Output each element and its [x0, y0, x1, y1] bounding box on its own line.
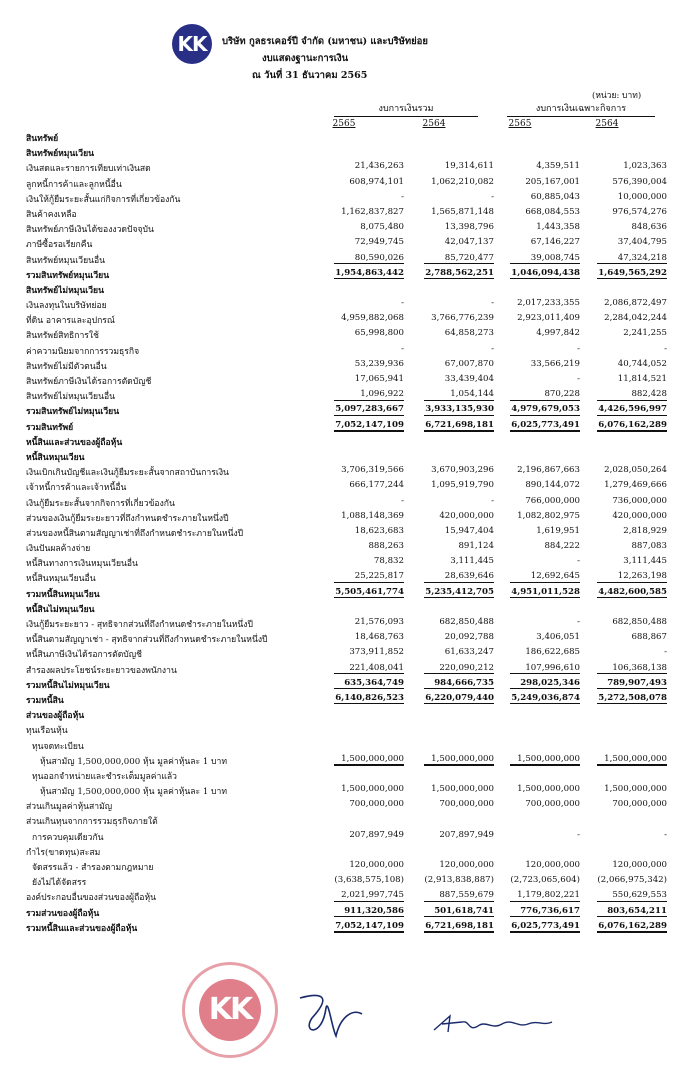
row-label: หนี้สินทางการเงินหมุนเวียนอื่น [26, 559, 138, 570]
row-label: สินทรัพย์ภาษีเงินได้รอการตัดบัญชี [26, 377, 152, 387]
row-value: 870,228 [510, 389, 580, 401]
row-label: หนี้สินไม่หมุนเวียน [26, 604, 95, 615]
table-row [26, 570, 667, 585]
table-row [26, 631, 667, 646]
row-value: 4,482,600,585 [598, 586, 667, 597]
row-value: - [401, 495, 404, 506]
table-row [26, 145, 656, 160]
row-label: เงินเบิกเกินบัญชีและเงินกู้ยืมระยะสั้นจากสถาบันการเงิน [26, 468, 229, 479]
row-label: เงินสดและรายการเทียบเท่าเงินสด [26, 164, 151, 175]
row-value: 1,500,000,000 [334, 754, 404, 767]
row-value: 2,241,255 [623, 328, 667, 339]
row-value: 1,500,000,000 [517, 784, 580, 795]
row-value: 608,974,101 [349, 176, 404, 187]
table-row [26, 783, 667, 798]
row-label: เงินให้กู้ยืมระยะสั้นแก่กิจการที่เกี่ยวข้องกัน [26, 194, 181, 205]
row-value: 1,565,871,148 [431, 206, 494, 217]
row-value: 1,023,363 [623, 161, 667, 172]
row-value: 1,162,837,827 [341, 206, 404, 217]
row-label: สินทรัพย์หมุนเวียนอื่น [26, 255, 106, 266]
row-value: 2,284,042,244 [604, 313, 667, 324]
row-value: 47,324,218 [597, 253, 667, 265]
seal-mark: KK [199, 979, 261, 1041]
row-value: 5,272,508,078 [598, 692, 667, 703]
table-row [26, 601, 656, 616]
row-label: หุ้นสามัญ 1,500,000,000 หุ้น มูลค่าหุ้นละ 1 บาท [40, 756, 228, 767]
row-value: 207,897,949 [349, 829, 404, 840]
year-header: 2565 [332, 119, 356, 129]
row-value: 7,052,147,109 [334, 921, 404, 934]
row-value: 1,443,358 [536, 222, 580, 233]
row-value: 6,721,698,181 [424, 420, 494, 433]
consolidated-header: งบการเงินรวม [334, 101, 478, 117]
signature-2 [428, 1008, 558, 1040]
company-name: บริษัท กูลธรเคอร์ปี จำกัด (มหาชน) และบริษัทย่อย [222, 36, 428, 47]
row-label: ทุนเรือนหุ้น [26, 726, 68, 737]
row-value: 803,654,211 [597, 906, 667, 918]
table-row [26, 236, 667, 251]
row-value: 5,097,283,667 [335, 404, 404, 415]
row-value: 67,007,870 [444, 358, 494, 369]
row-value: - [577, 343, 580, 354]
row-label: สินทรัพย์ [26, 134, 59, 144]
row-value: 37,404,795 [617, 237, 667, 248]
row-value: (2,723,065,604) [510, 875, 580, 886]
row-value: 887,083 [631, 541, 667, 552]
row-value: 4,359,511 [536, 161, 580, 172]
row-value: 550,629,553 [597, 890, 667, 902]
row-label: รวมสินทรัพย์ [26, 422, 74, 433]
table-row [26, 798, 667, 813]
row-value: 20,092,788 [444, 632, 494, 643]
year-header: 2565 [508, 119, 532, 129]
table-row [26, 646, 667, 661]
row-label: เจ้าหนี้การค้าและเจ้าหนี้อื่น [26, 483, 127, 494]
row-value: 666,177,244 [349, 480, 404, 491]
row-label: รวมหนี้สิน [26, 695, 64, 706]
row-value: 848,636 [631, 222, 667, 233]
row-value: 78,832 [373, 556, 404, 567]
row-value: 120,000,000 [439, 860, 494, 870]
row-label: ส่วนของหนี้สินตามสัญญาเช่าที่ถึงกำหนดชำระภายในหนึ่งปี [26, 528, 244, 539]
table-row [26, 403, 667, 418]
row-label: ทุนจดทะเบียน [32, 741, 84, 752]
row-label: เงินลงทุนในบริษัทย่อย [26, 301, 107, 312]
row-label: ส่วนของเงินกู้ยืมระยะยาวที่ถึงกำหนดชำระภายในหนึ่งปี [26, 513, 229, 524]
row-label: หนี้สินและส่วนของผู้ถือหุ้น [26, 437, 123, 448]
table-row [26, 813, 656, 828]
row-value: 3,670,903,296 [431, 465, 494, 476]
row-value: 1,279,469,666 [604, 480, 667, 491]
row-value: 13,398,796 [444, 222, 494, 233]
row-value: 1,500,000,000 [597, 754, 667, 767]
row-value: 11,814,521 [617, 374, 667, 384]
table-row [26, 282, 656, 297]
row-value: - [664, 343, 667, 354]
table-row [26, 479, 667, 494]
table-row [26, 859, 667, 874]
row-value: 420,000,000 [612, 510, 667, 521]
table-row [26, 312, 667, 327]
row-label: รวมสินทรัพย์ไม่หมุนเวียน [26, 407, 120, 418]
row-label: สำรองผลประโยชน์ระยะยาวของพนักงาน [26, 665, 177, 676]
table-row [26, 920, 667, 935]
row-value: 2,196,867,663 [517, 465, 580, 476]
row-value: 61,633,247 [444, 647, 494, 658]
row-value: - [577, 374, 580, 384]
row-value: 976,574,276 [612, 206, 667, 217]
row-value: - [491, 191, 494, 202]
row-label: สินทรัพย์ไม่หมุนเวียน [26, 285, 104, 296]
year-header: 2564 [595, 119, 619, 129]
row-value: 984,666,735 [424, 678, 494, 690]
row-value: 53,239,936 [354, 358, 404, 369]
table-row [26, 768, 656, 783]
table-row [26, 616, 667, 631]
table-row [26, 343, 667, 358]
row-value: 682,850,488 [439, 617, 494, 627]
row-value: 1,046,094,438 [511, 267, 580, 278]
row-label: สินทรัพย์ภาษีเงินได้ของงวดปัจจุบัน [26, 225, 154, 236]
row-value: 3,766,776,239 [431, 313, 494, 324]
row-label: กำไร(ขาดทุน)สะสม [26, 847, 101, 858]
table-row [26, 540, 667, 555]
row-value: 1,500,000,000 [341, 784, 404, 795]
row-value: 220,090,212 [424, 663, 494, 675]
row-label: หนี้สินหมุนเวียนอื่น [26, 574, 96, 585]
row-value: 40,744,052 [617, 358, 667, 369]
row-value: - [491, 343, 494, 354]
row-value: 67,146,227 [530, 237, 580, 248]
row-value: - [401, 298, 404, 309]
row-label: ส่วนเกินมูลค่าหุ้นสามัญ [26, 802, 113, 813]
row-value: 2,086,872,497 [604, 298, 667, 309]
company-logo: KK [172, 24, 212, 64]
row-value: (2,913,838,887) [424, 875, 494, 886]
row-value: 1,500,000,000 [431, 784, 494, 795]
row-value: - [577, 829, 580, 840]
row-label: ภาษีซื้อรอเรียกคืน [26, 240, 93, 251]
row-value: 39,008,745 [510, 253, 580, 265]
table-row [26, 874, 667, 889]
table-row [26, 327, 667, 342]
row-value: 6,076,162,289 [597, 921, 667, 934]
row-value: 700,000,000 [349, 799, 404, 810]
row-value: 60,885,043 [530, 191, 580, 202]
row-value: 18,468,763 [354, 632, 404, 643]
row-value: 7,052,147,109 [334, 420, 404, 433]
balance-sheet-table [26, 130, 667, 935]
table-row [26, 844, 656, 859]
row-value: (3,638,575,108) [334, 875, 404, 886]
row-value: 106,368,138 [597, 663, 667, 675]
row-value: 4,951,011,528 [511, 586, 580, 597]
row-value: 373,911,852 [349, 647, 404, 658]
row-value: 700,000,000 [525, 799, 580, 810]
row-value: 3,111,445 [450, 556, 494, 567]
row-value: 65,998,800 [354, 328, 404, 339]
row-value: 6,721,698,181 [424, 921, 494, 934]
table-row [26, 252, 667, 267]
row-value: 205,167,001 [525, 176, 580, 187]
row-value: (2,066,975,342) [597, 875, 667, 886]
row-value: 6,025,773,491 [510, 420, 580, 433]
row-value: 33,439,404 [444, 374, 494, 384]
table-row [26, 829, 667, 844]
table-row [26, 495, 667, 510]
row-value: 120,000,000 [525, 860, 580, 870]
row-value: 120,000,000 [612, 860, 667, 870]
row-value: 1,179,802,221 [510, 890, 580, 902]
row-value: 700,000,000 [439, 799, 494, 810]
row-value: 1,095,919,790 [431, 480, 494, 491]
row-value: 207,897,949 [439, 829, 494, 840]
row-value: 64,858,273 [444, 328, 494, 339]
row-label: ค่าความนิยมจากการรวมธุรกิจ [26, 346, 140, 357]
row-value: 221,408,041 [334, 663, 404, 675]
table-row [26, 738, 656, 753]
table-row [26, 510, 667, 525]
row-value: 888,263 [368, 541, 404, 552]
row-value: 789,907,493 [597, 678, 667, 690]
row-label: จัดสรรแล้ว - สำรองตามกฎหมาย [32, 863, 154, 873]
table-row [26, 889, 667, 904]
row-label: หนี้สินหมุนเวียน [26, 452, 85, 463]
row-label: หุ้นสามัญ 1,500,000,000 หุ้น มูลค่าหุ้นละ 1 บาท [40, 787, 228, 798]
row-value: 4,959,882,068 [341, 313, 404, 324]
separate-header: งบการเงินเฉพาะกิจการ [507, 101, 655, 117]
row-label: รวมสินทรัพย์หมุนเวียน [26, 270, 110, 281]
table-row [26, 419, 667, 434]
row-value: 107,996,610 [510, 663, 580, 675]
row-value: 5,249,036,874 [511, 692, 580, 703]
row-label: ทุนออกจำหน่ายและชำระเต็มมูลค่าแล้ว [32, 771, 177, 782]
row-value: 682,850,488 [612, 617, 667, 627]
row-value: 42,047,137 [444, 237, 494, 248]
row-value: 1,954,863,442 [335, 267, 404, 278]
row-value: 501,618,741 [424, 906, 494, 918]
row-value: 12,692,645 [510, 571, 580, 583]
table-row [26, 905, 667, 920]
row-value: 887,559,679 [424, 890, 494, 902]
row-value: 2,028,050,264 [604, 465, 667, 476]
row-value: 6,025,773,491 [510, 921, 580, 934]
table-row [26, 130, 656, 145]
row-value: 15,947,404 [444, 525, 494, 536]
row-value: 4,979,679,053 [511, 404, 580, 415]
row-value: 17,065,941 [354, 374, 404, 384]
statement-date: ณ วันที่ 31 ธันวาคม 2565 [252, 70, 368, 81]
table-row [26, 662, 667, 677]
row-label: สินทรัพย์ไม่หมุนเวียนอื่น [26, 392, 116, 403]
table-row [26, 160, 667, 175]
row-value: 3,706,319,566 [341, 465, 404, 476]
row-value: 688,867 [631, 632, 667, 643]
table-row [26, 373, 667, 388]
table-row [26, 677, 667, 692]
row-value: 19,314,611 [444, 161, 494, 172]
row-value: 766,000,000 [525, 495, 580, 506]
table-row [26, 176, 667, 191]
row-value: 1,062,210,082 [431, 176, 494, 187]
row-value: 4,997,842 [536, 328, 580, 339]
row-label: สินค้าคงเหลือ [26, 209, 77, 220]
row-value: 2,818,929 [623, 525, 667, 536]
row-label: สินทรัพย์สิทธิการใช้ [26, 331, 99, 342]
row-value: - [401, 191, 404, 202]
row-label: ส่วนเกินทุนจากการรวมธุรกิจภายใต้ [26, 817, 158, 828]
row-value: 8,075,480 [360, 222, 404, 233]
row-value: 28,639,646 [424, 571, 494, 583]
row-value: 635,364,749 [334, 678, 404, 690]
row-label: รวมหนี้สินและส่วนของผู้ถือหุ้น [26, 923, 138, 934]
row-label: การควบคุมเดียวกัน [32, 832, 104, 843]
row-value: 668,084,553 [525, 206, 580, 217]
row-value: 2,923,011,409 [517, 313, 580, 324]
row-label: ลูกหนี้การค้าและลูกหนี้อื่น [26, 179, 122, 190]
table-row [26, 297, 667, 312]
row-value: 776,736,617 [510, 906, 580, 918]
table-row [26, 525, 667, 540]
row-value: 85,720,477 [424, 253, 494, 265]
row-label: ส่วนของผู้ถือหุ้น [26, 711, 85, 722]
row-value: 2,017,233,355 [517, 298, 580, 309]
row-value: 911,320,586 [334, 906, 404, 918]
table-row [26, 586, 667, 601]
row-label: เงินปันผลค้างจ่าย [26, 544, 91, 555]
row-label: หนี้สินตามสัญญาเช่า - สุทธิจากส่วนที่ถึงกำหนดชำระภายในหนึ่งปี [26, 635, 268, 646]
table-row [26, 555, 667, 570]
row-value: 186,622,685 [525, 647, 580, 658]
row-value: 18,623,683 [354, 525, 404, 536]
row-value: 21,576,093 [354, 617, 404, 627]
table-row [26, 434, 656, 449]
statement-title: งบแสดงฐานะการเงิน [262, 53, 349, 64]
row-value: 298,025,346 [510, 678, 580, 690]
row-value: 1,088,148,369 [341, 510, 404, 521]
row-value: 10,000,000 [617, 191, 667, 202]
table-row [26, 707, 656, 722]
year-header: 2564 [422, 119, 446, 129]
row-value: 6,140,826,523 [335, 692, 404, 703]
row-label: สินทรัพย์ไม่มีตัวตนอื่น [26, 361, 107, 372]
row-value: 1,082,802,975 [517, 510, 580, 521]
row-value: 736,000,000 [612, 495, 667, 506]
company-seal [182, 962, 278, 1058]
row-label: รวมหนี้สินไม่หมุนเวียน [26, 680, 110, 691]
row-label: รวมส่วนของผู้ถือหุ้น [26, 908, 100, 919]
row-value: 891,124 [458, 541, 494, 552]
row-value: 1,096,922 [334, 389, 404, 401]
row-value: 4,426,596,997 [598, 404, 667, 415]
row-value: 25,225,817 [334, 571, 404, 583]
row-value: 3,933,135,930 [425, 404, 494, 415]
signature-1 [292, 988, 372, 1048]
row-value: 21,436,263 [354, 161, 404, 172]
table-row [26, 267, 667, 282]
table-row [26, 358, 667, 373]
table-row [26, 692, 667, 707]
table-row [26, 753, 667, 768]
row-label: เงินกู้ยืมระยะสั้นจากกิจการที่เกี่ยวข้องกัน [26, 498, 175, 509]
table-row [26, 191, 667, 206]
row-value: 80,590,026 [334, 253, 404, 265]
row-label: ยังไม่ได้จัดสรร [32, 878, 87, 889]
row-value: 1,649,565,292 [598, 267, 667, 278]
row-value: 1,500,000,000 [424, 754, 494, 767]
row-label: เงินกู้ยืมระยะยาว - สุทธิจากส่วนที่ถึงกำหนดชำระภายในหนึ่งปี [26, 620, 253, 630]
row-value: 420,000,000 [439, 510, 494, 521]
row-value: 2,788,562,251 [425, 267, 494, 278]
row-value: 1,619,951 [536, 525, 580, 536]
row-value: 890,144,072 [525, 480, 580, 491]
row-value: 2,021,997,745 [334, 890, 404, 902]
row-value: 1,054,144 [424, 389, 494, 401]
table-row [26, 722, 656, 737]
row-value: 700,000,000 [612, 799, 667, 810]
row-value: 120,000,000 [349, 860, 404, 870]
table-row [26, 388, 667, 403]
row-label: องค์ประกอบอื่นของส่วนของผู้ถือหุ้น [26, 893, 156, 904]
unit-label: (หน่วย: บาท) [592, 91, 642, 101]
row-label: ที่ดิน อาคารและอุปกรณ์ [26, 316, 115, 327]
row-value: - [491, 495, 494, 506]
row-label: รวมหนี้สินหมุนเวียน [26, 589, 100, 600]
row-value: 882,428 [597, 389, 667, 401]
row-value: 5,235,412,705 [425, 586, 494, 597]
row-value: - [491, 298, 494, 309]
table-row [26, 206, 667, 221]
row-value: 12,263,198 [597, 571, 667, 583]
row-value: 1,500,000,000 [604, 784, 667, 795]
row-value: 1,500,000,000 [510, 754, 580, 767]
table-row [26, 221, 667, 236]
row-value: - [577, 556, 580, 567]
row-label: สินทรัพย์หมุนเวียน [26, 149, 94, 160]
row-value: 3,406,051 [536, 632, 580, 643]
row-value: 6,220,079,440 [425, 692, 494, 703]
row-label: หนี้สินภาษีเงินได้รอการตัดบัญชี [26, 650, 142, 661]
table-row [26, 464, 667, 479]
row-value: 33,566,219 [530, 358, 580, 369]
row-value: 576,390,004 [612, 176, 667, 187]
table-row [26, 449, 656, 464]
row-value: 3,111,445 [623, 556, 667, 567]
row-value: - [664, 829, 667, 840]
row-value: 6,076,162,289 [597, 420, 667, 433]
row-value: 5,505,461,774 [335, 586, 404, 597]
row-value: - [401, 343, 404, 354]
row-value: - [664, 647, 667, 658]
row-value: - [577, 617, 580, 627]
row-value: 72,949,745 [354, 237, 404, 248]
row-value: 884,222 [544, 541, 580, 552]
